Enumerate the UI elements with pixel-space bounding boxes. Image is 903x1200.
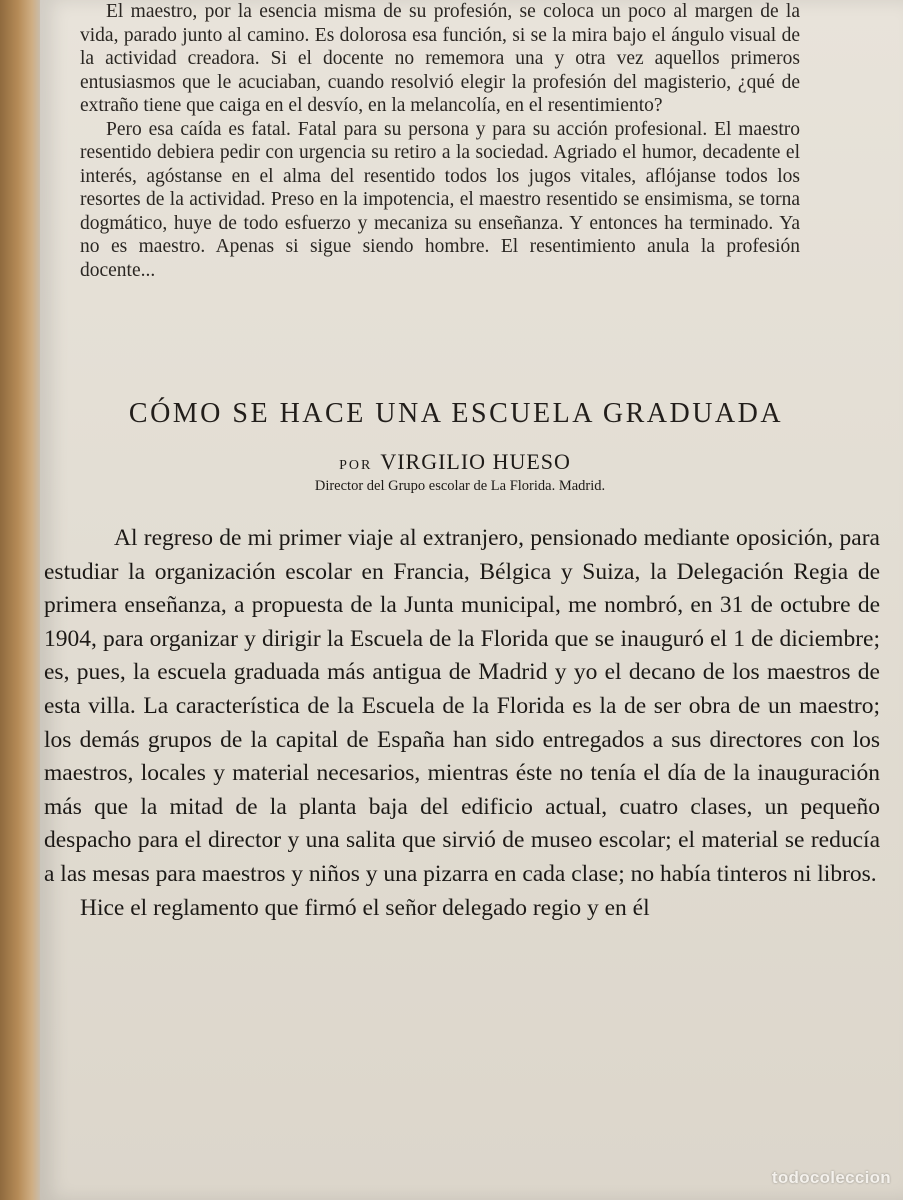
article-title: CÓMO SE HACE UNA ESCUELA GRADUADA [128,398,784,429]
watermark: todocoleccion [771,1168,891,1187]
book-spine-edge [0,0,40,1200]
body-paragraph-1: Al regreso de mi primer viaje al extranjero, pensionado mediante oposición, para estudiar la organización escolar en Francia, Bélgica y Suiza, la Delegación Regia de primera enseñanza, a propuesta de la Junta municipal, me nombró, en 31 de octubre de 1904, para organizar y dirigir la Escuela de la Florida que se inauguró el 1 de diciembre; es, pues, la escuela graduada más antigua de Madrid y yo el decano de los maestros de esta villa. La característica de la Escuela de la Florida es la de ser obra de un maestro; los demás grupos de la capital de España han sido entregados a sus directores con los maestros, locales y material necesarios, mientras éste no tenía el día de la inauguración más que la mitad de la planta baja del edificio actual, cuatro clases, un pequeño despacho para el director y una salita que sirvió de museo escolar; el material se reducía a las mesas para maestros y niños y una pizarra en cada clase; no había tinteros ni libros. [44,525,880,887]
article-body [44,522,880,925]
previous-paragraph-2: Pero esa caída es fatal. Fatal para su persona y para su acción profesional. El maestro resentido debiera pedir con urgencia su retiro a la sociedad. Agriado el humor, decadente el interés, agóstanse en el alma del resentido todos los jugos vitales, aflójanse todos los resortes de la actividad. Preso en la impotencia, el maestro resentido se ensimisma, se torna dogmático, huye de todo esfuerzo y mecaniza su enseñanza. Y entonces ha terminado. Ya no es maestro. Apenas si sigue siendo hombre. El resentimiento anula la profesión docente... [80,118,800,281]
body-paragraph-2: Hice el reglamento que firmó el señor delegado regio y en él [80,894,650,921]
byline-prefix: POR [339,458,373,473]
byline [290,449,620,475]
author-name: VIRGILIO HUESO [380,449,571,474]
author-affiliation: Director del Grupo escolar de La Florida. Madrid. [314,478,606,494]
previous-paragraph-1: El maestro, por la esencia misma de su profesión, se coloca un poco al margen de la vida, parado junto al camino. Es dolorosa esa función, si se la mira bajo el ángulo visual de la actividad creadora. Si el docente no rememora una y otra vez aquellos primeros entusiasmos que le acuciaban, cuando resolvió elegir la profesión del magisterio, ¿qué de extraño tiene que caiga en el desvío, en la melancolía, en el resentimiento? [80,1,800,116]
previous-article-text [80,0,800,282]
